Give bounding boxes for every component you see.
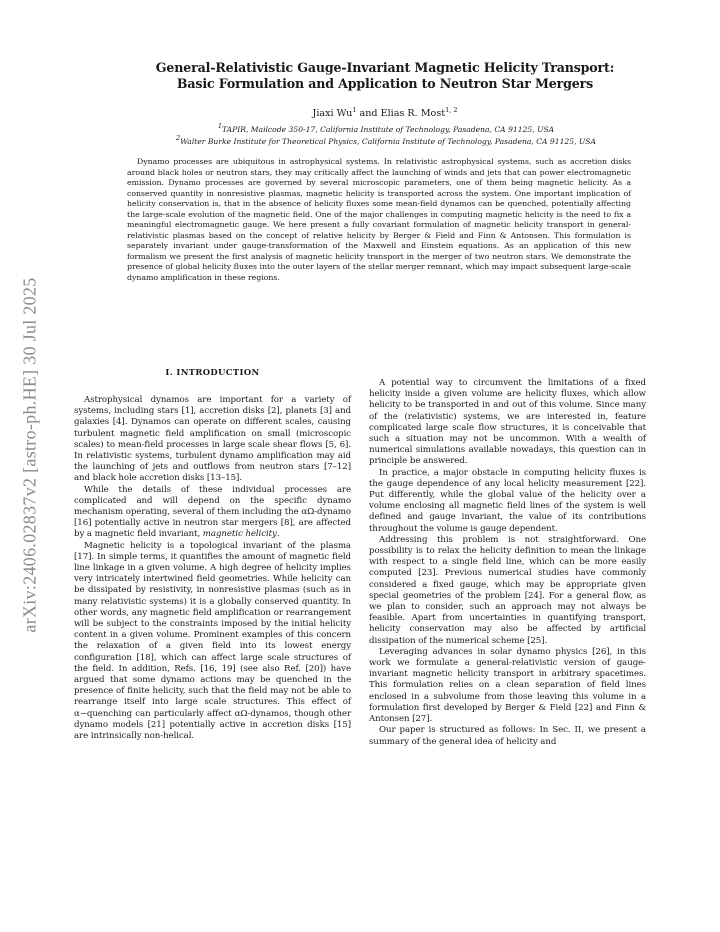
- title-line-1: General-Relativistic Gauge-Invariant Magnetic Helicity Transport:: [155, 60, 615, 75]
- paper-title: [100, 60, 670, 91]
- paragraph: A potential way to circumvent the limitations of a fixed helicity inside a given volume are helicity fluxes, which allow helicity to be transported in and out of this volume. Since many of the (relativistic) systems, we are interested in, feature complicated large scale flow structures, it is conceivable that such a situation may not be uncommon. With a wealth of numerical simulations available nowadays, this question can in principle be answered.: [369, 378, 646, 467]
- section-heading-introduction: I. INTRODUCTION: [165, 367, 260, 377]
- paragraph: [74, 485, 351, 541]
- affiliation-1-text: TAPIR, Mailcode 350-17, California Institute of Technology, Pasadena, CA 91125, USA: [221, 125, 555, 134]
- author-2-affiliation-mark: 1, 2: [445, 106, 458, 114]
- abstract: Dynamo processes are ubiquitous in astrophysical systems. In relativistic astrophysical systems, such as accretion disks around black holes or neutron stars, they may critically affect the launching of winds and jets that can power electromagnetic emission. Dynamo processes are governed by several microscopic parameters, one of them being magnetic helicity. As a conserved quantity in nonresistive plasmas, magnetic helicity is transported across the system. One important implication of helicity conservation is, that in the absence of helicity fluxes some mean-field dynamos can be quenched, potentially affecting the large-scale evolution of the magnetic field. One of the major challenges in computing magnetic helicity is the need to fix a meaningful electromagnetic gauge. We here present a fully covariant formulation of magnetic helicity transport in general-relativistic plasmas based on the concept of relative helicity by Berger & Field and Finn & Antonsen. This formulation is separately invariant under gauge-transformation of the Maxwell and Einstein equations. As an application of this new formalism we present the first analysis of magnetic helicity transport in the merger of two neutron stars. We demonstrate the presence of global helicity fluxes into the outer layers of the stellar merger remnant, which may impact subsequent large-scale dynamo amplification in these regions.: [127, 157, 631, 282]
- author-1: Jiaxi Wu: [312, 108, 353, 119]
- paragraph: Leveraging advances in solar dynamo physics [26], in this work we formulate a general-relativistic version of gauge-invariant magnetic helicity transport in arbitrary spacetimes. This formulation relies on a clean separation of field lines enclosed in a subvolume from those leaving this volume in a formulation first developed by Berger & Field [22] and Finn & Antonsen [27].: [369, 646, 646, 725]
- title-line-2: Basic Formulation and Application to Neutron Star Mergers: [176, 75, 594, 91]
- affiliation-2-text: Walter Burke Institute for Theoretical Physics, California Institute of Technology, Pasadena, CA 91125, USA: [180, 137, 596, 146]
- emphasized-term: magnetic helicity: [202, 529, 277, 540]
- paragraph-text: While the details of these individual processes are complicated and will depend on the specific dynamo mechanism operating, several of them including the αΩ-dynamo [16] potentially active in neutron star mergers [8], are affected by a magnetic field invariant,: [74, 484, 351, 540]
- paragraph: Our paper is structured as follows: In Sec. II, we present a summary of the general idea of helicity and: [369, 725, 646, 747]
- paragraph-text: .: [276, 529, 280, 540]
- affiliation-2-mark: 2: [176, 134, 181, 142]
- arxiv-id-text: arXiv:2406.02837v2 [astro-ph.HE] 30 Jul 2025: [19, 277, 40, 633]
- author-list: [100, 108, 670, 119]
- paragraph: Magnetic helicity is a topological invariant of the plasma [17]. In simple terms, it quantifies the amount of magnetic field line linkage in a given volume. A high degree of helicity implies very intricately intertwined field geometries. While helicity can be dissipated by resistivity, in nonresistive plasmas (such as in many relativistic systems) it is a globally conserved quantity. In other words, any magnetic field amplification or rearrangement will be subject to the constraints imposed by the initial helicity content in a given volume. Prominent examples of this concern the relaxation of a given field into its lowest energy configuration [18], which can affect large scale structures of the field. In addition, Refs. [16, 19] (see also Ref. [20]) have argued that some dynamo actions may be quenched in the presence of finite helicity, such that the field may not be able to rearrange itself into large scale structures. This effect of α−quenching can particularly affect αΩ-dynamos, though other dynamo models [21] potentially active in accretion disks [15] are intrinsically non-helical.: [74, 540, 351, 742]
- author-1-affiliation-mark: 1: [352, 106, 357, 114]
- paragraph: Addressing this problem is not straightforward. One possibility is to relax the helicity definition to mean the linkage with respect to a single field line, which can be more easily computed [23]. Previous numerical studies have commonly considered a fixed gauge, which may be appropriate given special geometries of the problem [24]. For a general flow, as we plan to consider, such an approach may not always be feasible. Apart from uncertainties in quantifying transport, helicity conservation may also be affected by artificial dissipation of the numerical scheme [25].: [369, 534, 646, 646]
- paragraph: Astrophysical dynamos are important for a variety of systems, including stars [1], accretion disks [2], planets [3] and galaxies [4]. Dynamos can operate on different scales, causing turbulent magnetic field amplification on small (microscopic scales) to mean-field processes in large scale shear flows [5, 6]. In relativistic systems, turbulent dynamo amplification may aid the launching of jets and outflows from neutron stars [7–12] and black hole accretion disks [13–15].: [74, 395, 351, 484]
- paragraph: In practice, a major obstacle in computing helicity fluxes is the gauge dependence of any local helicity measurement [22]. Put differently, while the global value of the helicity over a volume enclosing all magnetic field lines of the system is well defined and gauge invariant, the value of its contributions throughout the volume is gauge dependent.: [369, 467, 646, 534]
- arxiv-identifier: [0, 0, 60, 932]
- left-column: [74, 395, 351, 742]
- author-separator: and: [356, 108, 381, 119]
- affiliation-2: [86, 134, 686, 146]
- author-2: Elias R. Most: [380, 108, 446, 119]
- right-column: [369, 378, 646, 748]
- affiliation-1-mark: 1: [217, 122, 222, 130]
- affiliation-1: [86, 122, 686, 134]
